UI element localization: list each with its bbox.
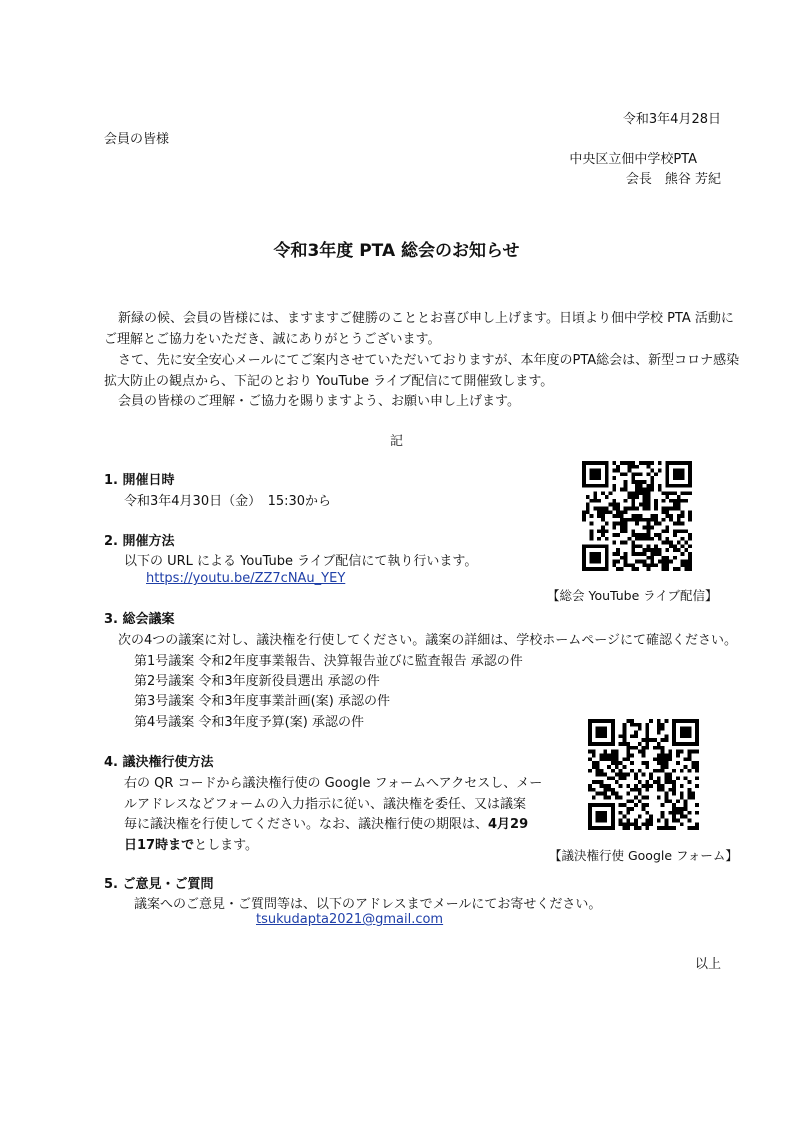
document-date: 令和3年4月28日	[622, 112, 721, 127]
intro-line-1: 新緑の候、会員の皆様には、ますますご健勝のこととお喜び申し上げます。日頃より佃中学校 PTA 活動に	[118, 311, 734, 326]
sender-name: 会長 熊谷 芳紀	[625, 172, 721, 187]
section-1-heading: 1. 開催日時	[104, 473, 175, 488]
youtube-link[interactable]: https://youtu.be/ZZ7cNAu_YEY	[146, 571, 346, 586]
contact-email-link[interactable]: tsukudapta2021@gmail.com	[256, 912, 444, 927]
ki-heading: 記	[389, 434, 403, 449]
deadline-date: 4月29	[488, 817, 529, 832]
section-3-text: 次の4つの議案に対し、議決権を行使してください。議案の詳細は、学校ホームページにて確認ください。	[118, 633, 738, 648]
section-4-line-3-text: 毎に議決権を行使してください。なお、議決権行使の期限は、	[124, 817, 489, 832]
section-2-text: 以下の URL による YouTube ライブ配信にて執り行います。	[124, 554, 478, 569]
section-4-line-4	[124, 834, 258, 853]
intro-line-4: 拡大防止の観点から、下記のとおり YouTube ライブ配信にて開催致します。	[104, 374, 554, 389]
section-4-line-2: ルアドレスなどフォームの入力指示に従い、議決権を委任、又は議案	[124, 797, 526, 812]
page-title: 令和3年度 PTA 総会のお知らせ	[273, 241, 520, 261]
intro-line-2: ご理解とご協力をいただき、誠にありがとうございます。	[104, 332, 441, 347]
recipient: 会員の皆様	[104, 132, 170, 147]
section-4-line-1: 右の QR コードから議決権行使の Google フォームへアクセスし、メー	[124, 776, 543, 791]
agenda-item: 第3号議案 令和3年度事業計画(案) 承認の件	[134, 694, 390, 709]
deadline-time: 日17時まで	[124, 838, 195, 853]
qr-code-icon	[582, 461, 692, 571]
qr-code-icon	[588, 719, 699, 830]
sender-organization: 中央区立佃中学校PTA	[569, 152, 697, 167]
section-5-heading: 5. ご意見・ご質問	[104, 877, 214, 892]
section-4-heading: 4. 議決権行使方法	[104, 755, 214, 770]
agenda-item: 第4号議案 令和3年度予算(案) 承認の件	[134, 715, 364, 730]
intro-line-3: さて、先に安全安心メールにてご案内させていただいておりますが、本年度のPTA総会は、新型コロナ感染	[118, 353, 740, 368]
qr-form-caption: 【議決権行使 Google フォーム】	[549, 848, 738, 863]
section-2-heading: 2. 開催方法	[104, 534, 175, 549]
agenda-item: 第2号議案 令和3年度新役員選出 承認の件	[134, 674, 380, 689]
section-4-line-3	[124, 813, 528, 832]
section-3-heading: 3. 総会議案	[104, 612, 175, 627]
qr-youtube-caption: 【総会 YouTube ライブ配信】	[547, 588, 718, 603]
section-5-text: 議案へのご意見・ご質問等は、以下のアドレスまでメールにてお寄せください。	[134, 897, 602, 912]
closing-text: 以上	[694, 957, 721, 972]
agenda-item: 第1号議案 令和2年度事業報告、決算報告並びに監査報告 承認の件	[134, 654, 523, 669]
section-4-line-4-text: とします。	[194, 838, 259, 853]
section-1-text: 令和3年4月30日（金） 15:30から	[124, 494, 332, 509]
intro-line-5: 会員の皆様のご理解・ご協力を賜りますよう、お願い申し上げます。	[118, 394, 520, 409]
